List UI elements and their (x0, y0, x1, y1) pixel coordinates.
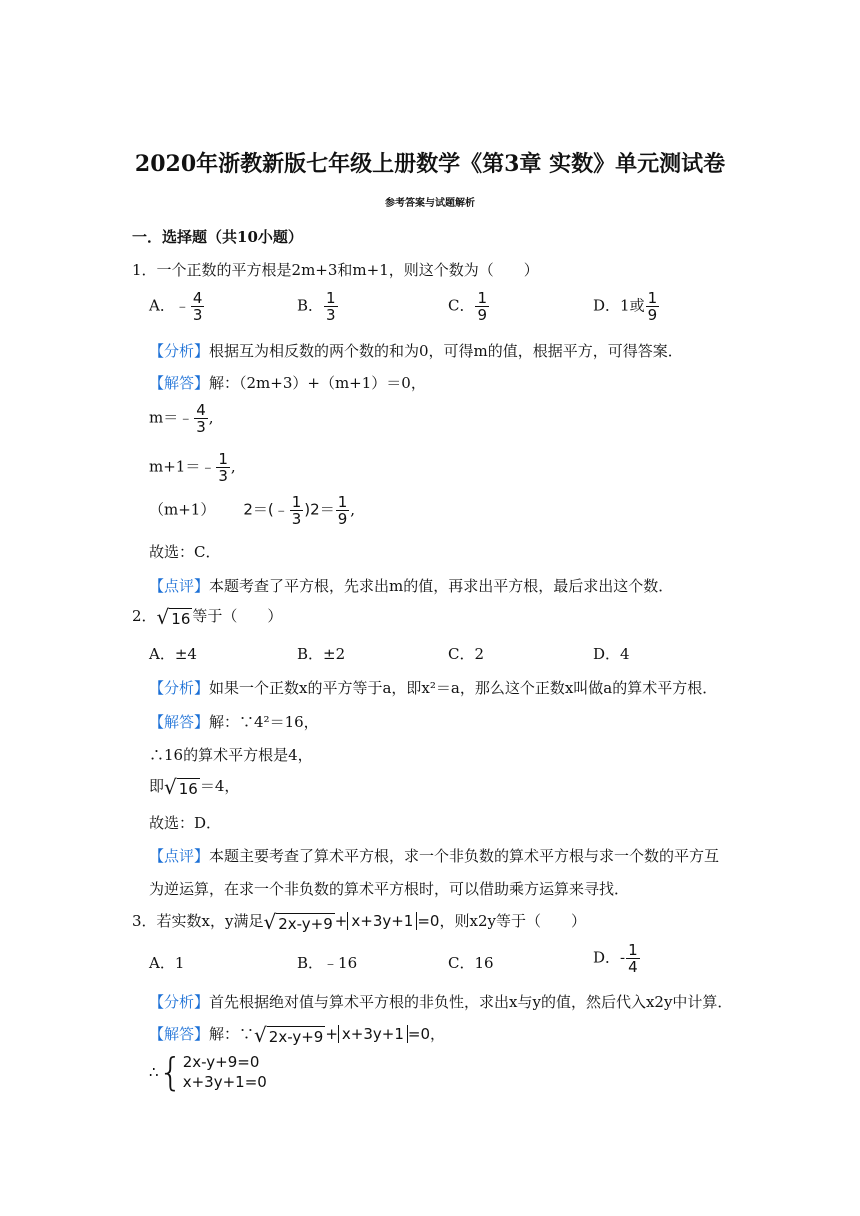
solution-tag: 【解答】 (149, 374, 210, 392)
denominator: 9 (477, 306, 488, 324)
section-heading: 一．选择题（共10小题） (132, 228, 303, 246)
numerator: 4 (196, 401, 206, 419)
numerator: 4 (192, 289, 203, 307)
equation-text: m＝﹣ (149, 408, 194, 427)
left-brace: { (158, 1050, 183, 1094)
denominator: 4 (628, 958, 638, 976)
q3-option-d (593, 942, 641, 975)
comment-text: 本题主要考查了算术平方根，求一个非负数的算术平方根与求一个数的平方互 (209, 847, 720, 865)
q1-option-a (149, 290, 205, 323)
option-label: C． (448, 296, 475, 315)
question-number: 2． (132, 607, 157, 625)
q1-solution (149, 372, 426, 393)
equals-zero: =0 (407, 1025, 431, 1043)
absolute-value: x+3y+1 (338, 1025, 408, 1043)
system-equation-1: 2x-y+9=0 (182, 1053, 260, 1071)
q1-option-c (448, 290, 490, 323)
page-title: 2020年浙教新版七年级上册数学《第3章 实数》单元测试卷 (134, 151, 726, 177)
option-label: A． (149, 296, 175, 315)
analysis-text: 首先根据绝对值与算术平方根的非负性，求出x与y的值，然后代入x2y中计算． (209, 993, 733, 1011)
fraction (324, 290, 338, 323)
q3-solution (149, 1023, 445, 1047)
comment-text: 本题考查了平方根，先求出m的值，再求出平方根，最后求出这个数． (209, 577, 674, 595)
analysis-tag: 【分析】 (149, 679, 210, 697)
plus-sign: + (325, 1025, 338, 1043)
system-rows (183, 1052, 267, 1092)
q1-choose: 故选：C． (149, 543, 221, 561)
fraction (194, 402, 208, 435)
radicand: 2x-y+9 (278, 914, 333, 933)
denominator: 9 (337, 510, 348, 528)
q1-option-b (297, 290, 339, 323)
fraction (475, 290, 489, 323)
numerator: 1 (291, 493, 302, 511)
fraction (646, 290, 660, 323)
sqrt-expression: √ 16 (156, 604, 191, 629)
page-subtitle: 参考答案与试题解析 (385, 198, 475, 209)
minus-sign: ﹣ (174, 296, 190, 315)
sqrt-expression: √ 16 (164, 774, 198, 799)
solution-text: 解：∵4²＝16， (209, 713, 319, 731)
q3-stem (132, 910, 586, 934)
line-suffix: ＝4， (199, 777, 240, 795)
denominator: 3 (326, 306, 336, 324)
fraction (336, 494, 350, 527)
sqrt-expression: √ 2x-y+9 (254, 1022, 324, 1047)
fraction (626, 942, 640, 975)
solution-prefix: 解：∵ (209, 1025, 255, 1043)
q1-comment (149, 575, 673, 596)
q3-system (149, 1052, 267, 1092)
q1-line-square: （m+1） 2＝(﹣ $\frac{1}{3}$ )2＝ $\frac{1}{9}$ , (149, 493, 356, 528)
q2-stem (132, 605, 282, 629)
plus-sign: + (334, 912, 348, 930)
fraction (216, 451, 230, 484)
equals-zero: =0 (417, 912, 440, 930)
stem-suffix: ，则x2y等于（ ） (439, 912, 586, 930)
denominator: 3 (196, 418, 206, 436)
therefore-symbol: ∴ (149, 1063, 159, 1081)
numerator: 1 (628, 941, 638, 959)
q1-option-d (593, 290, 660, 323)
numerator: 1 (326, 289, 336, 307)
radicand: 16 (171, 609, 191, 628)
analysis-tag: 【分析】 (149, 993, 210, 1011)
analysis-text: 如果一个正数x的平方等于a，即x²＝a，那么这个正数x叫做a的算术平方根． (209, 679, 718, 697)
fraction (290, 494, 304, 527)
option-label: D． (593, 948, 621, 967)
numerator: 1 (477, 289, 488, 307)
q2-line3 (149, 775, 239, 799)
denominator: 3 (291, 510, 302, 528)
q2-option-a: A．±4 (149, 645, 197, 663)
denominator: 3 (192, 306, 203, 324)
q2-comment (149, 845, 719, 866)
comment-tag: 【点评】 (149, 577, 210, 595)
q2-choose: 故选：D． (149, 814, 222, 832)
radicand: 16 (178, 779, 198, 798)
equation-system (149, 1052, 267, 1092)
stem-text: 等于（ ） (192, 607, 283, 625)
q1-stem: 1．一个正数的平方根是2m+3和m+1，则这个数为（ ） (132, 261, 539, 279)
comment-tag: 【点评】 (149, 847, 210, 865)
option-label: D．1或 (593, 296, 645, 315)
q2-option-c: C．2 (448, 645, 485, 663)
radicand: 2x-y+9 (268, 1027, 324, 1046)
minus-sign: - (620, 948, 626, 967)
equation-text: m+1＝﹣ (149, 457, 216, 476)
equation-right: )2＝ (304, 500, 335, 519)
solution-tag: 【解答】 (149, 713, 210, 731)
q3-option-a: A．1 (149, 954, 185, 972)
q2-solution (149, 711, 319, 732)
solution-tag: 【解答】 (149, 1025, 210, 1043)
q2-line2: ∴16的算术平方根是4， (149, 746, 313, 764)
denominator: 9 (647, 306, 658, 324)
q3-option-c: C．16 (448, 954, 494, 972)
q2-analysis (149, 677, 717, 698)
option-label: B． (297, 296, 324, 315)
q3-option-b: B．﹣16 (297, 954, 358, 972)
numerator: 1 (647, 289, 658, 307)
equation-mid: 2＝(﹣ (243, 500, 289, 519)
q2-option-b: B．±2 (297, 645, 346, 663)
sqrt-expression: √ 2x-y+9 (263, 909, 333, 934)
absolute-value: x+3y+1 (347, 912, 417, 930)
q1-analysis (149, 340, 683, 361)
numerator: 1 (218, 450, 228, 468)
q2-comment-cont: 为逆运算，在求一个非负数的算术平方根时，可以借助乘方运算来寻找． (149, 880, 630, 898)
denominator: 3 (218, 467, 228, 485)
analysis-tag: 【分析】 (149, 342, 210, 360)
q1-line-m1: m+1＝﹣ $\frac{1}{3}$ , (149, 450, 236, 485)
numerator: 1 (337, 493, 348, 511)
system-equation-2: x+3y+1=0 (182, 1073, 267, 1091)
q2-option-d: D．4 (593, 645, 630, 663)
equation-left: （m+1） (149, 500, 216, 519)
q1-line-m: m＝﹣ $\frac{4}{3}$ , (149, 401, 214, 436)
q3-analysis (149, 991, 732, 1012)
analysis-text: 根据互为相反数的两个数的和为0，可得m的值，根据平方，可得答案． (209, 342, 683, 360)
fraction (191, 290, 205, 323)
solution-text: 解：（2m+3）+（m+1）＝0， (209, 374, 426, 392)
line-prefix: 即 (149, 777, 165, 795)
solution-suffix: ， (430, 1025, 446, 1043)
stem-prefix: 3．若实数x，y满足 (132, 912, 264, 930)
